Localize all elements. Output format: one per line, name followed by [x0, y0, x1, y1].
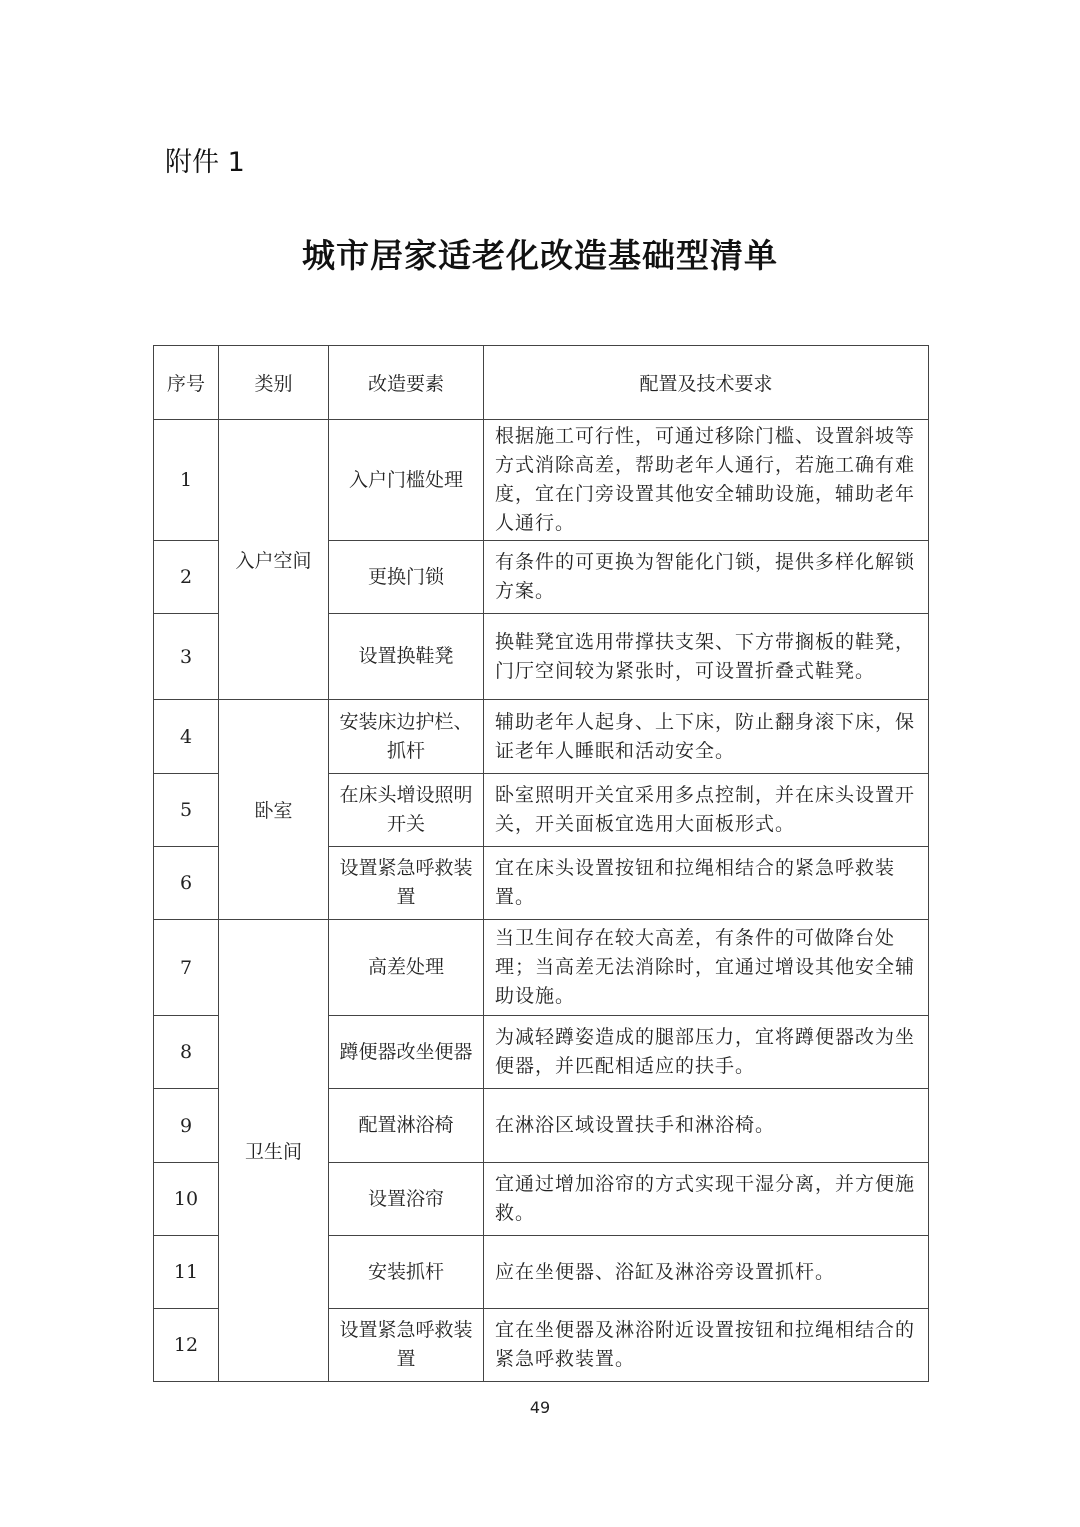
- category-cell: 卫生间: [219, 920, 329, 1382]
- requirement-cell: 当卫生间存在较大高差，有条件的可做降台处理；当高差无法消除时，宜通过增设其他安全辅助设施。: [484, 920, 929, 1016]
- page-number: 49: [529, 1398, 551, 1417]
- row-number: 8: [154, 1016, 219, 1089]
- category-cell: 卧室: [219, 700, 329, 920]
- element-cell: 设置紧急呼救装置: [329, 1309, 484, 1382]
- element-cell: 设置紧急呼救装置: [329, 847, 484, 920]
- row-number: 10: [154, 1163, 219, 1236]
- requirement-cell: 宜在坐便器及淋浴附近设置按钮和拉绳相结合的紧急呼救装置。: [484, 1309, 929, 1382]
- header-requirement: 配置及技术要求: [484, 346, 929, 420]
- element-cell: 配置淋浴椅: [329, 1089, 484, 1163]
- requirement-cell: 根据施工可行性，可通过移除门槛、设置斜坡等方式消除高差，帮助老年人通行，若施工确有难度，宜在门旁设置其他安全辅助设施，辅助老年人通行。: [484, 420, 929, 541]
- table-header-row: [154, 346, 929, 420]
- table-row: [154, 700, 929, 774]
- row-number: 12: [154, 1309, 219, 1382]
- requirement-cell: 宜通过增加浴帘的方式实现干湿分离，并方便施救。: [484, 1163, 929, 1236]
- element-cell: 安装抓杆: [329, 1236, 484, 1309]
- row-number: 4: [154, 700, 219, 774]
- table-row: [154, 920, 929, 1016]
- row-number: 3: [154, 614, 219, 700]
- header-category: 类别: [219, 346, 329, 420]
- row-number: 7: [154, 920, 219, 1016]
- element-cell: 设置换鞋凳: [329, 614, 484, 700]
- requirement-cell: 在淋浴区域设置扶手和淋浴椅。: [484, 1089, 929, 1163]
- row-number: 5: [154, 774, 219, 847]
- row-number: 1: [154, 420, 219, 541]
- document-title: 城市居家适老化改造基础型清单: [302, 236, 778, 275]
- row-number: 2: [154, 541, 219, 614]
- element-cell: 设置浴帘: [329, 1163, 484, 1236]
- header-number: 序号: [154, 346, 219, 420]
- requirement-cell: 卧室照明开关宜采用多点控制，并在床头设置开关，开关面板宜选用大面板形式。: [484, 774, 929, 847]
- requirement-cell: 辅助老年人起身、上下床，防止翻身滚下床，保证老年人睡眠和活动安全。: [484, 700, 929, 774]
- element-cell: 蹲便器改坐便器: [329, 1016, 484, 1089]
- element-cell: 安装床边护栏、抓杆: [329, 700, 484, 774]
- category-cell: 入户空间: [219, 420, 329, 700]
- table-row: [154, 420, 929, 541]
- element-cell: 入户门槛处理: [329, 420, 484, 541]
- element-cell: 高差处理: [329, 920, 484, 1016]
- header-element: 改造要素: [329, 346, 484, 420]
- row-number: 11: [154, 1236, 219, 1309]
- requirement-cell: 有条件的可更换为智能化门锁，提供多样化解锁方案。: [484, 541, 929, 614]
- element-cell: 更换门锁: [329, 541, 484, 614]
- row-number: 6: [154, 847, 219, 920]
- renovation-list-table: [153, 345, 929, 1382]
- element-cell: 在床头增设照明开关: [329, 774, 484, 847]
- row-number: 9: [154, 1089, 219, 1163]
- requirement-cell: 应在坐便器、浴缸及淋浴旁设置抓杆。: [484, 1236, 929, 1309]
- attachment-label: 附件 1: [165, 147, 245, 178]
- requirement-cell: 宜在床头设置按钮和拉绳相结合的紧急呼救装置。: [484, 847, 929, 920]
- requirement-cell: 为减轻蹲姿造成的腿部压力，宜将蹲便器改为坐便器，并匹配相适应的扶手。: [484, 1016, 929, 1089]
- requirement-cell: 换鞋凳宜选用带撑扶支架、下方带搁板的鞋凳，门厅空间较为紧张时，可设置折叠式鞋凳。: [484, 614, 929, 700]
